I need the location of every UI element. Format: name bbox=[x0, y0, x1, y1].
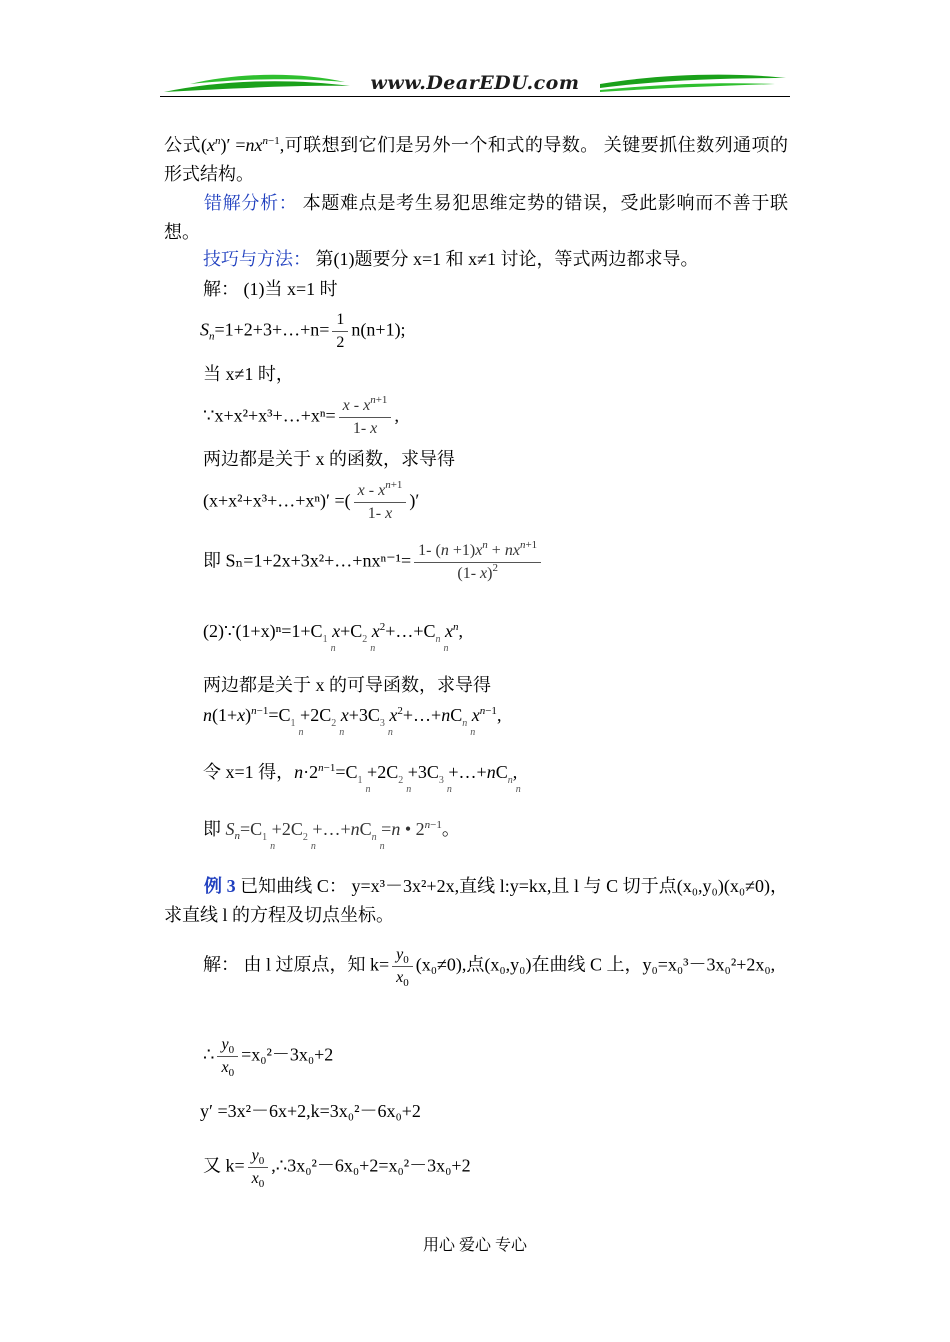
solution-3-line-4 bbox=[203, 1145, 471, 1190]
fraction: $\frac{1- (n +1)x^n + nx^{n+1}}{(1- x)^2}$ bbox=[414, 540, 541, 585]
page-header bbox=[160, 66, 790, 106]
sum-line-x-equals-1: $S_n=1+2+3+\dots+n=$ $\frac{1}{2}$ n(n+1); bbox=[200, 309, 406, 354]
result-line-2: 即 $S_n=C_1$ n $+2C_2$ n $+\dots+nC_n$ n =n • $2^{n-1}$。 bbox=[203, 819, 460, 852]
header-rule bbox=[160, 96, 790, 97]
fraction: $\frac{y_0}{x_0}$ bbox=[392, 944, 413, 989]
solution-3-line-2 bbox=[203, 1034, 333, 1079]
case-x-not-1: 当 x≠1 时， bbox=[203, 364, 294, 384]
text: (x+x²+x³+…+xⁿ)′ =( bbox=[203, 490, 351, 511]
derivative-binomial-line: $n(1+x)^{n-1}=C_1$ n $+2C_2$ n $x+3C_3$ n $x^2+\dots+nC_n$ n $x^{n-1}$, bbox=[203, 705, 502, 738]
example-3-label: 例 3 bbox=[204, 876, 236, 896]
paragraph-error-analysis bbox=[164, 189, 788, 247]
solution-3-line-3: y′ =3x²－6x+2,k=3x₀²－6x₀+2 bbox=[200, 1101, 421, 1121]
fraction: $\frac{x - x^{n+1}}{1- x}$ bbox=[339, 395, 392, 440]
differentiate-line-2: 两边都是关于 x 的可导函数，求导得 bbox=[203, 675, 491, 695]
technique-label: 技巧与方法： bbox=[203, 249, 311, 269]
solution-line-1: 解： (1)当 x=1 时 bbox=[203, 279, 338, 299]
fraction: $\frac{1}{2}$ bbox=[332, 309, 348, 354]
text: ∴ bbox=[203, 1044, 215, 1065]
text: (2)∵(1+x)ⁿ=1+C bbox=[203, 621, 323, 641]
site-logo-text[interactable]: www.DearEDU.com bbox=[370, 72, 580, 94]
fraction: $\frac{y_0}{x_0}$ bbox=[217, 1034, 238, 1079]
paragraph-technique bbox=[203, 250, 699, 268]
fraction: $\frac{x - x^{n+1}}{1- x}$ bbox=[354, 480, 407, 525]
page-footer: 用心 爱心 专心 bbox=[422, 1237, 527, 1254]
error-analysis-label: 错解分析： bbox=[204, 193, 298, 213]
text: 公式( bbox=[164, 135, 207, 155]
technique-text: 第(1)题要分 x=1 和 x≠1 讨论，等式两边都求导。 bbox=[315, 249, 699, 269]
text: (x₀≠0),点(x₀,y₀)在曲线 C 上，y₀=x₀³－3x₀²+2x₀, bbox=[415, 954, 776, 975]
text: 又 k= bbox=[203, 1155, 245, 1176]
fraction: $\frac{y_0}{x_0}$ bbox=[248, 1145, 269, 1190]
text: =1+2+3+…+n= bbox=[214, 319, 330, 340]
text: )′ = bbox=[220, 135, 246, 155]
example-3-text: 已知曲线 C： y=x³－3x²+2x,直线 l:y=kx,且 l 与 C 切于点(x₀,y₀)(x₀≠0)，求直线 l 的方程及切点坐标。 bbox=[164, 876, 789, 925]
text: 令 x=1 得， bbox=[203, 762, 295, 782]
text: n(n+1); bbox=[351, 319, 406, 340]
let-x-1-line: 令 x=1 得，$n\cdot 2^{n-1}=C_1$ n $+2C_2$ n $+3C_3$ n $+\dots+nC_n$ n , bbox=[203, 762, 521, 795]
binomial-line: $(2)\because(1+x)^n=1+C_1$ n $x+C_2$ n $x^2+\dots+C_n$ n $x^n$, bbox=[203, 621, 464, 654]
differentiate-line: 两边都是关于 x 的函数，求导得 bbox=[203, 449, 455, 469]
paragraph-formula: 公式$(x^n)' =nx^{n-1}$,可联想到它们是另外一个和式的导数。 关键要抓住数列通项的形式结构。 bbox=[164, 135, 788, 184]
text: ,∴3x₀²－6x₀+2=x₀²－3x₀+2 bbox=[271, 1155, 471, 1176]
text: ,可联想到它们是另外一个和式的导数。 关键要抓住数列通项的形式结构。 bbox=[164, 135, 788, 184]
text: =x₀²－3x₀+2 bbox=[241, 1044, 334, 1065]
text: ∵x+x²+x³+…+xⁿ= bbox=[203, 405, 336, 426]
geometric-sum-line: ∵x+x²+x³+…+xⁿ= $\frac{x - x^{n+1}}{1- x}$ , bbox=[203, 395, 399, 440]
result-line-1 bbox=[203, 540, 544, 585]
text: 即 Sₙ=1+2x+3x²+…+nxⁿ⁻¹= bbox=[203, 550, 412, 571]
derivative-line: (x+x²+x³+…+xⁿ)′ =( $\frac{x - x^{n+1}}{1- x}$ )′ bbox=[203, 480, 419, 525]
error-analysis-text: 本题难点是考生易犯思维定势的错误，受此影响而不善于联想。 bbox=[164, 193, 789, 242]
solution-3-line-1 bbox=[203, 944, 775, 989]
example-3 bbox=[164, 872, 788, 930]
text: 解： 由 l 过原点，知 k= bbox=[203, 954, 390, 975]
text: 即 bbox=[203, 819, 221, 839]
